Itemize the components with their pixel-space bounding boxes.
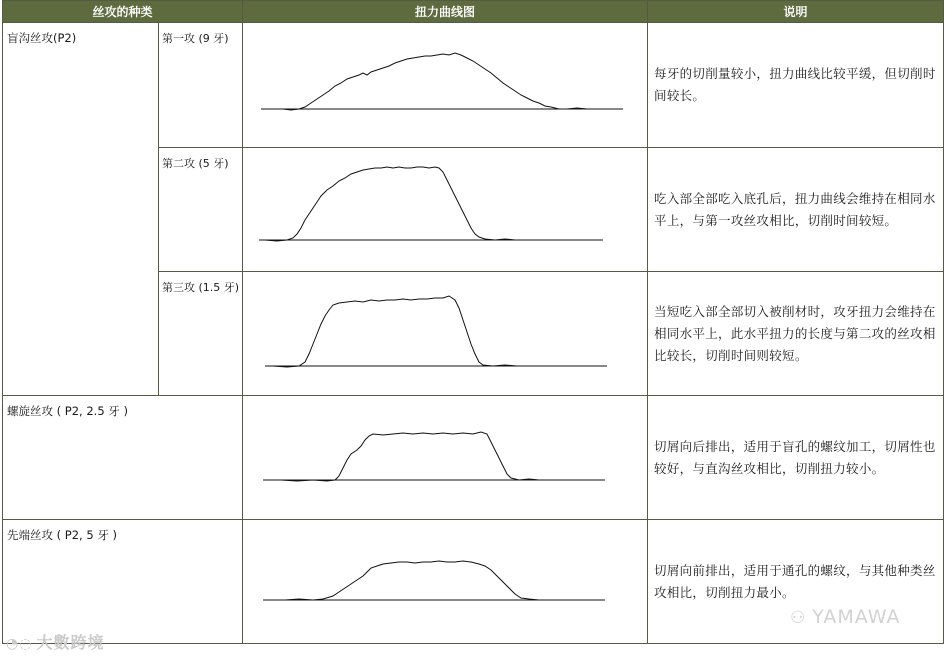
torque-curve-third-tap [243,272,648,396]
torque-curve-line [281,432,559,481]
torque-curve-line [273,296,539,367]
wechat-icon: ⚇ [790,608,807,628]
torque-curve-first-tap [243,23,648,148]
watermark-left: ◔◌ 大數跨境 [6,633,105,652]
table-header-row [3,1,944,23]
torque-curve-line [283,53,599,110]
logo-icon: ◔◌ [6,636,33,652]
description-first-tap: 每牙的切削量较小，扭力曲线比较平缓，但切削时间较长。 [648,23,944,148]
header-tap-type: 丝攻的种类 [3,1,243,23]
header-torque-curve: 扭力曲线图 [243,1,648,23]
torque-curve-point-tap [243,520,648,644]
header-description: 说明 [648,1,944,23]
step-third-tap: 第三攻 (1.5 牙) [159,272,243,396]
torque-curve-line [285,561,567,600]
step-first-tap: 第一攻 (9 牙) [159,23,243,148]
description-second-tap: 吃入部全部吃入底孔后，扭力曲线会维持在相同水平上，与第一攻丝攻相比，切削时间较短。 [648,148,944,272]
tap-type-straight-flute: 盲沟丝攻(P2) [3,23,159,396]
torque-curve-line [265,167,515,241]
description-point-tap: 切屑向前排出，适用于通孔的螺纹，与其他种类丝攻相比，切削扭力最小。 [648,520,944,644]
description-third-tap: 当短吃入部全部切入被削材时，攻牙扭力会维持在相同水平上，此水平扭力的长度与第二攻的丝攻相比较长，切削时间则较短。 [648,272,944,396]
table-row [3,23,944,148]
table-row [3,396,944,520]
tap-comparison-table [2,0,944,644]
description-spiral-tap: 切屑向后排出，适用于盲孔的螺纹加工，切屑性也较好，与直沟丝攻相比，切削扭力较小。 [648,396,944,520]
step-second-tap: 第二攻 (5 牙) [159,148,243,272]
torque-curve-spiral-tap [243,396,648,520]
tap-type-spiral: 螺旋丝攻 ( P2, 2.5 牙 ) [3,396,243,520]
torque-curve-second-tap [243,148,648,272]
tap-type-point: 先端丝攻 ( P2, 5 牙 ) [3,520,243,644]
watermark-right: ⚇ YAMAWA [790,606,901,628]
